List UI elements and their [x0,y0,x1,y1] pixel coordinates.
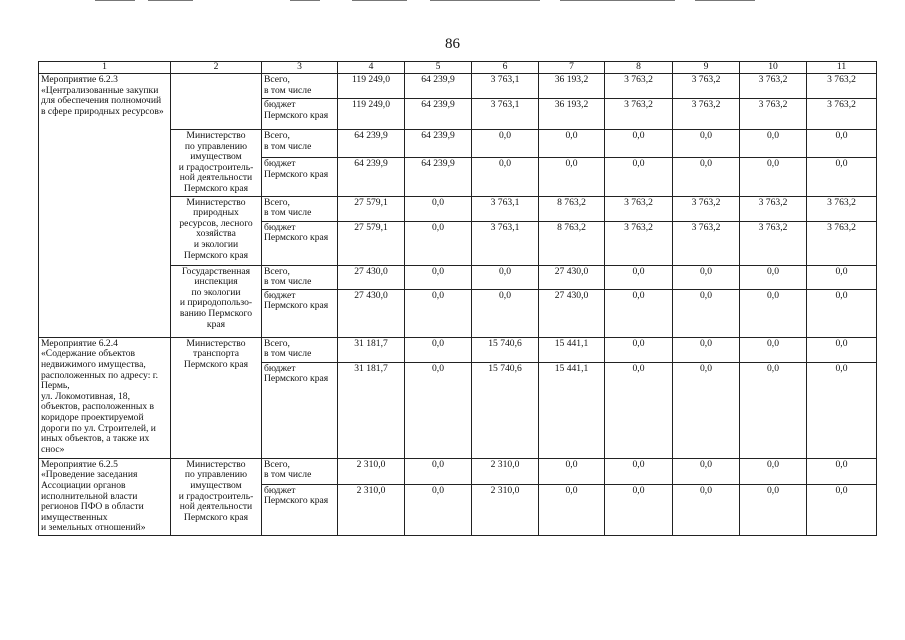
amount-cell: 3 763,2 [740,99,807,130]
table-body [39,62,877,536]
amount-cell: 0,0 [405,196,472,221]
amount-cell: 0,0 [673,362,740,458]
amount-cell: 64 239,9 [405,74,472,99]
amount-cell: 3 763,2 [673,74,740,99]
funding-source: Всего, в том числе [262,337,338,362]
amount-cell: 27 430,0 [338,289,405,337]
table-row [39,458,877,484]
header-cell: 7 [539,62,605,74]
amount-cell: 0,0 [605,158,673,196]
amount-cell: 3 763,1 [472,99,539,130]
amount-cell: 0,0 [405,221,472,265]
amount-cell: 3 763,2 [605,196,673,221]
header-cell: 9 [673,62,740,74]
funding-source: бюджет Пермского края [262,362,338,458]
amount-cell: 0,0 [807,362,877,458]
event-title: Мероприятие 6.2.4 «Содержание объектов недвижимого имущества, расположенных по адресу: г. Пермь, ул. Локомотивная, 18, объектов, расположенных в коридоре проектируемой дороги по ул. Строителей, и иных объектов, а также их снос» [39,337,171,458]
amount-cell: 3 763,2 [807,99,877,130]
header-cell: 6 [472,62,539,74]
amount-cell: 0,0 [405,289,472,337]
amount-cell: 31 181,7 [338,362,405,458]
amount-cell: 8 763,2 [539,221,605,265]
amount-cell: 3 763,2 [740,221,807,265]
amount-cell: 31 181,7 [338,337,405,362]
funding-source: бюджет Пермского края [262,484,338,535]
amount-cell: 3 763,2 [673,196,740,221]
funding-source: Всего, в том числе [262,74,338,99]
amount-cell: 3 763,2 [605,221,673,265]
table-row [39,337,877,362]
amount-cell: 0,0 [740,362,807,458]
amount-cell: 0,0 [605,458,673,484]
organization: Министерство транспорта Пермского края [171,337,262,458]
amount-cell: 119 249,0 [338,99,405,130]
amount-cell: 27 579,1 [338,221,405,265]
amount-cell: 0,0 [740,337,807,362]
amount-cell: 64 239,9 [405,99,472,130]
funding-source: бюджет Пермского края [262,221,338,265]
amount-cell: 0,0 [405,337,472,362]
amount-cell: 0,0 [740,130,807,158]
amount-cell: 0,0 [673,484,740,535]
amount-cell: 0,0 [405,362,472,458]
amount-cell: 0,0 [472,158,539,196]
amount-cell: 0,0 [807,484,877,535]
amount-cell: 3 763,1 [472,196,539,221]
amount-cell: 3 763,1 [472,221,539,265]
event-title: Мероприятие 6.2.5 «Проведение заседания Ассоциации органов исполнительной власти регионов ПФО в области имущественных и земельных отношений» [39,458,171,535]
amount-cell: 0,0 [405,458,472,484]
amount-cell: 3 763,2 [605,74,673,99]
amount-cell: 3 763,2 [807,74,877,99]
amount-cell: 15 740,6 [472,337,539,362]
amount-cell: 0,0 [807,265,877,289]
amount-cell: 64 239,9 [338,158,405,196]
header-cell: 2 [171,62,262,74]
top-rule [430,0,540,1]
amount-cell: 3 763,2 [807,196,877,221]
amount-cell: 3 763,2 [807,221,877,265]
amount-cell: 0,0 [673,337,740,362]
amount-cell: 0,0 [807,458,877,484]
funding-source: бюджет Пермского края [262,289,338,337]
amount-cell: 3 763,2 [605,99,673,130]
amount-cell: 15 441,1 [539,362,605,458]
organization: Министерство по управлению имуществом и градостроитель- ной деятельности Пермского края [171,130,262,197]
amount-cell: 0,0 [605,362,673,458]
amount-cell: 27 430,0 [539,289,605,337]
amount-cell: 2 310,0 [472,484,539,535]
organization: Министерство природных ресурсов, лесного хозяйства и экологии Пермского края [171,196,262,265]
amount-cell: 3 763,2 [740,196,807,221]
amount-cell: 2 310,0 [472,458,539,484]
top-rule [148,0,193,1]
amount-cell: 0,0 [807,158,877,196]
top-rule [290,0,320,1]
amount-cell: 2 310,0 [338,484,405,535]
top-rule [695,0,755,1]
amount-cell: 36 193,2 [539,74,605,99]
amount-cell: 27 430,0 [338,265,405,289]
top-rule [95,0,135,1]
funding-source: Всего, в том числе [262,130,338,158]
amount-cell: 0,0 [673,265,740,289]
amount-cell: 0,0 [405,265,472,289]
funding-source: Всего, в том числе [262,458,338,484]
amount-cell: 36 193,2 [539,99,605,130]
amount-cell: 0,0 [740,158,807,196]
table-row [39,74,877,99]
amount-cell: 15 441,1 [539,337,605,362]
header-cell: 11 [807,62,877,74]
amount-cell: 8 763,2 [539,196,605,221]
organization [171,74,262,130]
amount-cell: 0,0 [673,158,740,196]
funding-source: бюджет Пермского края [262,99,338,130]
header-cell: 1 [39,62,171,74]
top-rule [560,0,675,1]
amount-cell: 3 763,1 [472,74,539,99]
amount-cell: 2 310,0 [338,458,405,484]
amount-cell: 0,0 [673,289,740,337]
header-row [39,62,877,74]
amount-cell: 27 579,1 [338,196,405,221]
amount-cell: 119 249,0 [338,74,405,99]
amount-cell: 0,0 [539,484,605,535]
header-cell: 10 [740,62,807,74]
amount-cell: 0,0 [673,458,740,484]
amount-cell: 64 239,9 [405,158,472,196]
amount-cell: 0,0 [740,265,807,289]
amount-cell: 0,0 [807,130,877,158]
amount-cell: 27 430,0 [539,265,605,289]
organization: Государственная инспекция по экологии и природопользо- ванию Пермского края [171,265,262,337]
amount-cell: 0,0 [605,265,673,289]
amount-cell: 0,0 [605,130,673,158]
event-title: Мероприятие 6.2.3 «Централизованные закупки для обеспечения полномочий в сфере природных ресурсов» [39,74,171,338]
amount-cell: 15 740,6 [472,362,539,458]
amount-cell: 0,0 [740,458,807,484]
header-cell: 8 [605,62,673,74]
amount-cell: 0,0 [605,289,673,337]
amount-cell: 3 763,2 [673,99,740,130]
page-number: 86 [445,36,460,52]
amount-cell: 0,0 [539,158,605,196]
amount-cell: 64 239,9 [338,130,405,158]
amount-cell: 3 763,2 [740,74,807,99]
budget-table [38,61,877,536]
header-cell: 3 [262,62,338,74]
amount-cell: 0,0 [539,458,605,484]
amount-cell: 3 763,2 [673,221,740,265]
amount-cell: 0,0 [405,484,472,535]
amount-cell: 0,0 [472,265,539,289]
organization: Министерство по управлению имуществом и градостроитель- ной деятельности Пермского края [171,458,262,535]
header-cell: 4 [338,62,405,74]
amount-cell: 0,0 [740,484,807,535]
amount-cell: 0,0 [472,289,539,337]
funding-source: Всего, в том числе [262,265,338,289]
amount-cell: 0,0 [605,484,673,535]
header-cell: 5 [405,62,472,74]
amount-cell: 0,0 [605,337,673,362]
funding-source: бюджет Пермского края [262,158,338,196]
amount-cell: 0,0 [740,289,807,337]
amount-cell: 0,0 [472,130,539,158]
amount-cell: 0,0 [673,130,740,158]
amount-cell: 0,0 [807,289,877,337]
amount-cell: 0,0 [539,130,605,158]
amount-cell: 0,0 [807,337,877,362]
amount-cell: 64 239,9 [405,130,472,158]
funding-source: Всего, в том числе [262,196,338,221]
top-rule [352,0,407,1]
